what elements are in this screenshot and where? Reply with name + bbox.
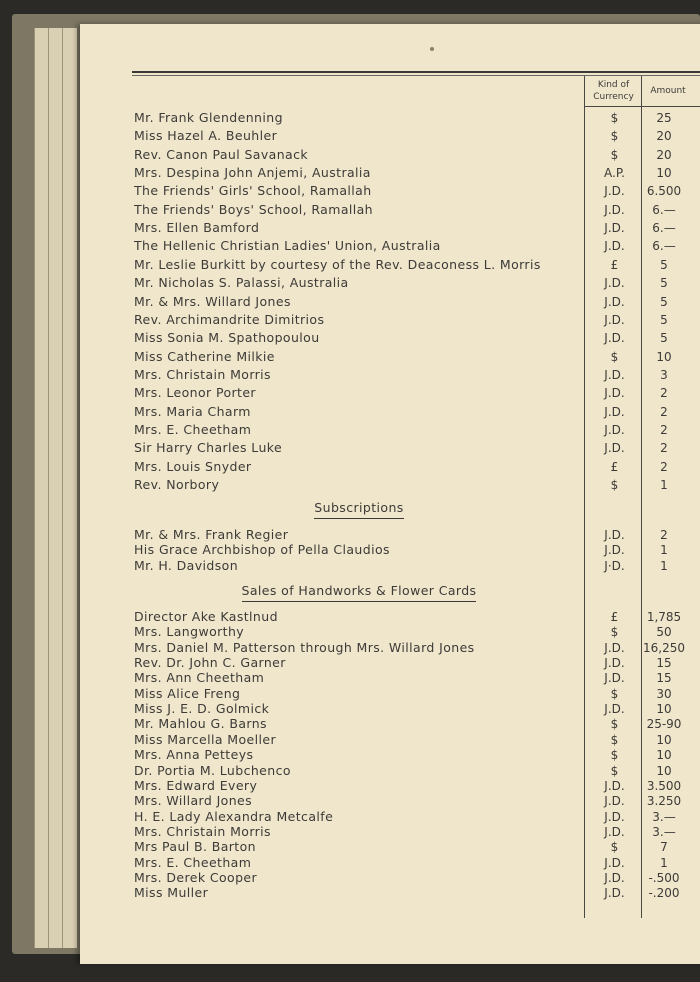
donor-name: Mr. Frank Glendenning — [134, 110, 283, 125]
donor-name: Mr. Leslie Burkitt by courtesy of the Rev. Deaconess L. Morris — [134, 256, 541, 272]
donor-name: Mrs. Christain Morris — [134, 366, 271, 382]
donor-name: Mrs. Ann Cheetham — [134, 670, 265, 686]
amount-cell: -.200 — [648, 886, 680, 901]
donor-name: Miss J. E. D. Golmick — [134, 701, 270, 717]
amount-cell: 30 — [656, 686, 672, 701]
currency-cell: $ — [610, 478, 619, 492]
currency-cell: J.D. — [604, 367, 625, 382]
donor-name: Miss Muller — [134, 885, 209, 901]
currency-cell: J.D. — [604, 184, 625, 199]
donor-name: Mrs. Langworthy — [134, 624, 245, 640]
amount-cell: 15 — [656, 656, 672, 671]
amount-cell: 15 — [656, 671, 672, 686]
donor-name: Mrs. E. Cheetham — [134, 854, 252, 870]
donor-name: The Friends' Girls' School, Ramallah — [134, 183, 372, 199]
amount-cell: 5 — [660, 276, 668, 291]
amount-cell: 2 — [660, 422, 668, 437]
amount-cell: 50 — [656, 625, 672, 640]
currency-cell: J.D. — [604, 824, 625, 839]
amount-cell: 2 — [660, 404, 668, 419]
top-rule — [132, 71, 700, 73]
donor-name: Mrs. Despina John Anjemi, Australia — [134, 165, 371, 181]
paper-speck — [430, 47, 434, 51]
amount-cell: 3.— — [652, 809, 676, 824]
currency-cell: $ — [610, 732, 619, 747]
donor-name: Mrs. Willard Jones — [134, 793, 253, 809]
currency-cell: J.D. — [604, 640, 625, 655]
amount-cell: 1 — [660, 543, 668, 558]
amount-cell: 10 — [656, 732, 672, 747]
currency-cell: J.D. — [604, 656, 625, 671]
amount-cell: 1 — [660, 558, 668, 573]
amount-cell: 10 — [656, 166, 672, 181]
amount-cell: 3.500 — [646, 778, 682, 793]
donor-name: Mr. Nicholas S. Palassi, Australia — [134, 275, 349, 291]
amount-cell: 2 — [660, 386, 668, 401]
donor-name: Miss Alice Freng — [134, 685, 241, 701]
donor-name: The Hellenic Christian Ladies' Union, Australia — [134, 238, 441, 254]
amount-cell: 2 — [660, 441, 668, 456]
amount-cell: 1,785 — [646, 610, 682, 624]
currency-cell: J.D. — [604, 886, 625, 901]
amount-cell: 16,250 — [643, 640, 685, 655]
currency-cell: J.D. — [604, 312, 625, 327]
amount-cell: 1 — [660, 478, 668, 492]
currency-cell: $ — [610, 840, 619, 855]
page-edge — [48, 28, 63, 948]
donor-name: Mrs Paul B. Barton — [134, 839, 256, 855]
donor-name: Rev. Dr. John C. Garner — [134, 655, 286, 671]
donor-name: Director Ake Kastlnud — [134, 609, 278, 624]
amount-cell: 5 — [660, 294, 668, 309]
donor-name: H. E. Lady Alexandra Metcalfe — [134, 808, 334, 824]
currency-cell: J.D. — [604, 239, 625, 254]
currency-cell: £ — [610, 610, 619, 624]
donor-name: Mrs. Daniel M. Patterson through Mrs. Willard Jones — [134, 639, 475, 655]
amount-cell: 10 — [656, 763, 672, 778]
amount-cell: 5 — [660, 257, 668, 272]
currency-cell: J.D. — [604, 528, 625, 542]
currency-cell: J·D. — [604, 558, 625, 573]
currency-cell: J.D. — [604, 331, 625, 346]
currency-cell: J.D. — [604, 404, 625, 419]
donor-name: His Grace Archbishop of Pella Claudios — [134, 542, 390, 558]
donor-name: Miss Sonia M. Spathopoulou — [134, 330, 320, 346]
donor-name: Miss Catherine Milkie — [134, 348, 275, 364]
amount-cell: 3.— — [652, 824, 676, 839]
page-edge — [34, 28, 49, 948]
currency-cell: $ — [610, 111, 619, 125]
column-divider-left — [584, 76, 585, 918]
currency-cell: J.D. — [604, 543, 625, 558]
amount-cell: 1 — [660, 855, 668, 870]
amount-cell: 25 — [656, 111, 672, 125]
amount-cell: 20 — [656, 129, 672, 144]
currency-cell: J.D. — [604, 386, 625, 401]
currency-cell: $ — [610, 349, 619, 364]
donor-name: Rev. Archimandrite Dimitrios — [134, 311, 325, 327]
donor-name: Miss Hazel A. Beuhler — [134, 128, 278, 144]
amount-cell: -.500 — [648, 870, 680, 885]
amount-cell: 2 — [660, 528, 668, 542]
donor-name: Mrs. Derek Cooper — [134, 869, 258, 885]
currency-cell: $ — [610, 717, 619, 732]
currency-cell: A.P. — [604, 166, 625, 181]
amount-cell: 7 — [660, 840, 668, 855]
currency-cell: J.D. — [604, 671, 625, 686]
donor-name: Dr. Portia M. Lubchenco — [134, 762, 291, 778]
donor-name: Mr. Mahlou G. Barns — [134, 716, 267, 732]
currency-cell: J.D. — [604, 870, 625, 885]
donor-name: The Friends' Boys' School, Ramallah — [134, 201, 374, 217]
currency-cell: £ — [610, 459, 619, 474]
currency-header: Kind of Currency — [593, 80, 634, 102]
currency-cell: $ — [610, 129, 619, 144]
donor-name: Mrs. Anna Petteys — [134, 747, 254, 763]
donor-name: Miss Marcella Moeller — [134, 731, 277, 747]
currency-cell: J.D. — [604, 221, 625, 236]
amount-cell: 6.— — [652, 202, 676, 217]
currency-cell: J.D. — [604, 202, 625, 217]
currency-cell: $ — [610, 763, 619, 778]
sales-heading: Sales of Handworks & Flower Cards — [134, 583, 584, 602]
currency-cell: J.D. — [604, 794, 625, 809]
donor-name: Mrs. Edward Every — [134, 777, 258, 793]
amount-header: Amount — [650, 86, 686, 96]
amount-cell: 6.500 — [646, 184, 682, 199]
currency-cell: J.D. — [604, 702, 625, 717]
currency-cell: $ — [610, 625, 619, 640]
donor-name: Mrs. E. Cheetham — [134, 421, 252, 437]
amount-cell: 3 — [660, 367, 668, 382]
amount-cell: 20 — [656, 147, 672, 162]
donor-name: Rev. Norbory — [134, 477, 220, 492]
subscriptions-heading: Subscriptions — [134, 500, 584, 519]
currency-cell: J.D. — [604, 855, 625, 870]
currency-cell: J.D. — [604, 441, 625, 456]
page-edge — [62, 28, 77, 948]
amount-cell: 6.— — [652, 239, 676, 254]
donor-name: Mrs. Christain Morris — [134, 823, 271, 839]
donor-name: Mr. & Mrs. Frank Regier — [134, 527, 289, 542]
currency-cell: J.D. — [604, 276, 625, 291]
amount-cell: 5 — [660, 312, 668, 327]
donor-name: Mr. & Mrs. Willard Jones — [134, 293, 291, 309]
donor-name: Sir Harry Charles Luke — [134, 440, 283, 456]
currency-cell: J.D. — [604, 778, 625, 793]
donor-name: Mrs. Leonor Porter — [134, 385, 256, 401]
top-rule-thin — [132, 75, 700, 76]
amount-cell: 5 — [660, 331, 668, 346]
amount-cell: 6.— — [652, 221, 676, 236]
donor-name: Mrs. Ellen Bamford — [134, 220, 260, 236]
donor-name: Mr. H. Davidson — [134, 557, 239, 573]
amount-cell: 25-90 — [646, 717, 682, 732]
amount-cell: 10 — [656, 748, 672, 763]
currency-cell: £ — [610, 257, 619, 272]
currency-cell: J.D. — [604, 809, 625, 824]
donor-name: Mrs. Louis Snyder — [134, 458, 252, 474]
donor-name: Rev. Canon Paul Savanack — [134, 146, 308, 162]
amount-cell: 3.250 — [646, 794, 682, 809]
currency-cell: J.D. — [604, 294, 625, 309]
currency-cell: $ — [610, 686, 619, 701]
amount-cell: 10 — [656, 702, 672, 717]
currency-cell: $ — [610, 748, 619, 763]
donor-name: Mrs. Maria Charm — [134, 403, 251, 419]
currency-cell: $ — [610, 147, 619, 162]
amount-cell: 2 — [660, 459, 668, 474]
header-divider — [584, 106, 700, 107]
currency-cell: J.D. — [604, 422, 625, 437]
amount-cell: 10 — [656, 349, 672, 364]
